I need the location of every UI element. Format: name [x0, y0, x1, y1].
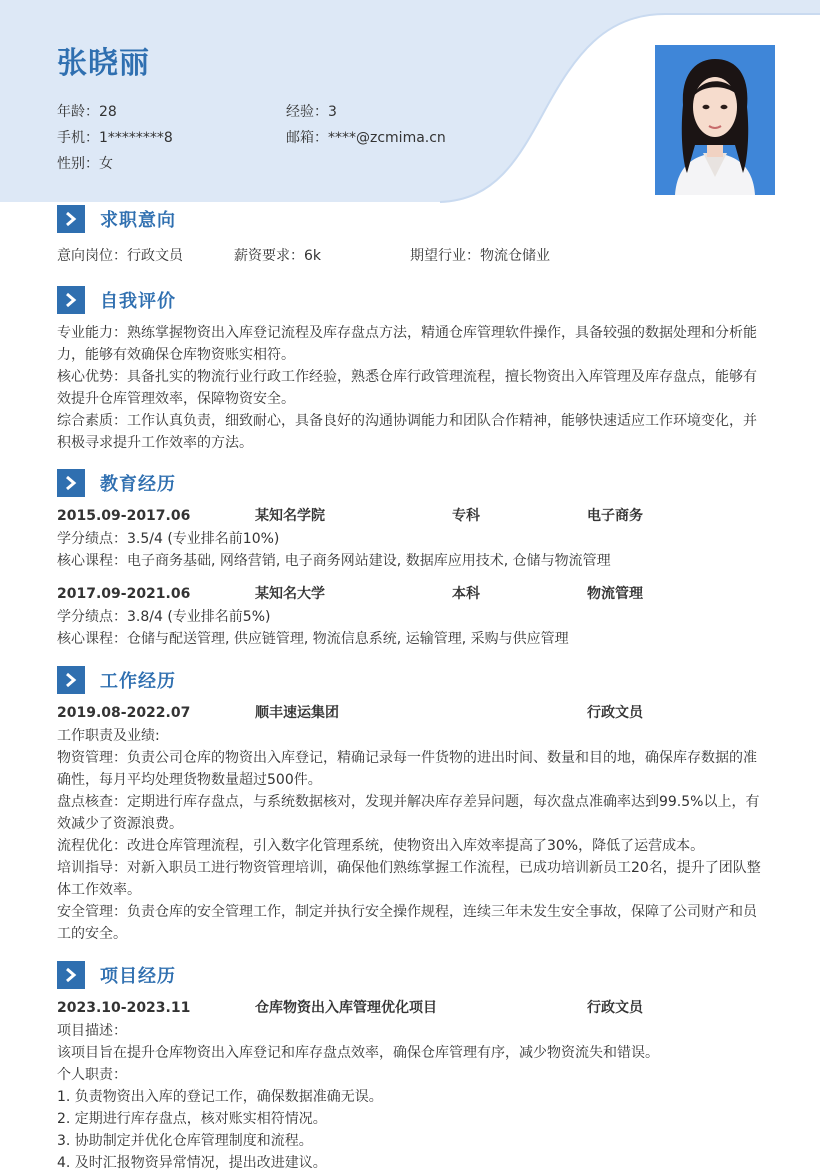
- edu-degree: 本科: [452, 586, 480, 602]
- chevron-right-icon: [57, 286, 85, 314]
- work-company: 顺丰速运集团: [255, 705, 339, 721]
- intent-industry: 期望行业：物流仓储业: [410, 248, 550, 264]
- project-line: 该项目旨在提升仓库物资出入库登记和库存盘点效率，确保仓库管理有序，减少物资流失和错误。: [57, 1045, 659, 1061]
- section-title: 求职意向: [100, 210, 176, 231]
- work-line: 流程优化：改进仓库管理流程，引入数字化管理系统，使物资出入库效率提高了30%，降低了运营成本。: [57, 838, 705, 854]
- self-eval-item: 综合素质：工作认真负责，细致耐心，具备良好的沟通协调能力和团队合作精神，能够快速适应工作环境变化，并积极寻求提升工作效率的方法。: [57, 413, 757, 451]
- self-eval-item: 专业能力：熟练掌握物资出入库登记流程及库存盘点方法，精通仓库管理软件操作，具备较强的数据处理和分析能力，能够有效确保仓库物资账实相符。: [57, 325, 757, 363]
- phone-info: 手机：1********8: [57, 130, 173, 146]
- project-line: 1. 负责物资出入库的登记工作，确保数据准确无误。: [57, 1089, 383, 1105]
- work-role: 行政文员: [587, 705, 643, 721]
- project-name: 仓库物资出入库管理优化项目: [255, 1000, 437, 1016]
- work-line: 安全管理：负责仓库的安全管理工作，制定并执行安全操作规程，连续三年未发生安全事故，保障了公司财产和员工的安全。: [57, 904, 757, 942]
- section-title: 工作经历: [100, 671, 176, 692]
- experience-info: 经验：3: [286, 104, 337, 120]
- edu-gpa: 学分绩点：3.8/4 (专业排名前5%): [57, 609, 271, 625]
- work-line: 工作职责及业绩:: [57, 728, 160, 744]
- gender-info: 性别：女: [57, 156, 113, 172]
- intent-position: 意向岗位：行政文员: [57, 248, 183, 264]
- project-period: 2023.10-2023.11: [57, 1000, 191, 1016]
- project-line: 个人职责：: [57, 1067, 127, 1083]
- edu-period: 2017.09-2021.06: [57, 586, 191, 602]
- work-line: 培训指导：对新入职员工进行物资管理培训，确保他们熟练掌握工作流程，已成功培训新员工20名，提升了团队整体工作效率。: [57, 860, 761, 898]
- age-info: 年龄：28: [57, 104, 117, 120]
- profile-photo: [655, 45, 775, 195]
- email-info: 邮箱：****@zcmima.cn: [286, 130, 446, 146]
- section-title: 项目经历: [100, 966, 176, 987]
- work-period: 2019.08-2022.07: [57, 705, 191, 721]
- edu-courses: 核心课程：电子商务基础, 网络营销, 电子商务网站建设, 数据库应用技术, 仓储与物流管理: [57, 553, 611, 569]
- section-job-intent: [57, 205, 765, 267]
- chevron-right-icon: [57, 961, 85, 989]
- intent-salary: 薪资要求：6k: [234, 248, 322, 264]
- work-line: 盘点核查：定期进行库存盘点，与系统数据核对，发现并解决库存差异问题，每次盘点准确率达到99.5%以上，有效减少了资源浪费。: [57, 794, 760, 832]
- chevron-right-icon: [57, 205, 85, 233]
- edu-school: 某知名学院: [255, 508, 325, 524]
- education-entry: [57, 583, 765, 650]
- edu-major: 电子商务: [587, 508, 643, 524]
- project-line: 3. 协助制定并优化仓库管理制度和流程。: [57, 1133, 313, 1149]
- work-line: 物资管理：负责公司仓库的物资出入库登记，精确记录每一件货物的进出时间、数量和目的地，确保库存数据的准确性，每月平均处理货物数量超过500件。: [57, 750, 757, 788]
- section-work-experience: [57, 666, 765, 945]
- section-education: [57, 469, 765, 650]
- project-line: 2. 定期进行库存盘点，核对账实相符情况。: [57, 1111, 327, 1127]
- project-line: 项目描述：: [57, 1023, 127, 1039]
- edu-gpa: 学分绩点：3.5/4 (专业排名前10%): [57, 531, 280, 547]
- section-title: 自我评价: [100, 291, 176, 312]
- edu-major: 物流管理: [587, 586, 643, 602]
- project-line: 4. 及时汇报物资异常情况，提出改进建议。: [57, 1155, 327, 1171]
- edu-degree: 专科: [452, 508, 480, 524]
- section-self-evaluation: [57, 286, 765, 454]
- edu-period: 2015.09-2017.06: [57, 508, 191, 524]
- self-eval-item: 核心优势：具备扎实的物流行业行政工作经验，熟悉仓库行政管理流程，擅长物资出入库管理及库存盘点，能够有效提升仓库管理效率，保障物资安全。: [57, 369, 757, 407]
- section-project-experience: [57, 961, 765, 1174]
- edu-school: 某知名大学: [255, 586, 325, 602]
- project-role: 行政文员: [587, 1000, 643, 1016]
- edu-courses: 核心课程：仓储与配送管理, 供应链管理, 物流信息系统, 运输管理, 采购与供应管理: [57, 631, 569, 647]
- chevron-right-icon: [57, 666, 85, 694]
- section-title: 教育经历: [100, 474, 176, 495]
- chevron-right-icon: [57, 469, 85, 497]
- education-entry: [57, 505, 765, 572]
- candidate-name: 张晓丽: [57, 46, 150, 81]
